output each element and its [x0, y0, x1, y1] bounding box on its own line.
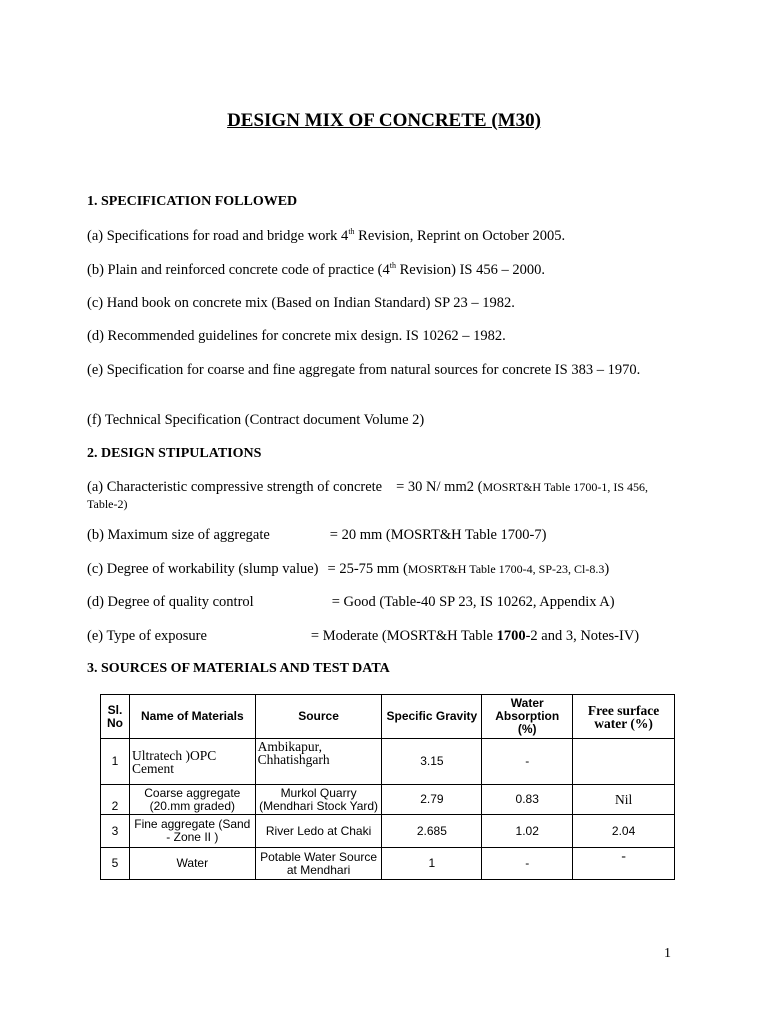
- cell-free-surface-water: 2.04: [573, 815, 675, 848]
- header-source: Source: [255, 695, 382, 739]
- spec-item-a-sup: th: [348, 227, 355, 237]
- page-number: 1: [664, 946, 671, 961]
- table-header-row: [101, 695, 675, 739]
- stipulation-c-label: (c) Degree of workability (slump value): [87, 561, 319, 577]
- cell-material-name: Ultratech )OPC Cement: [129, 739, 255, 785]
- stipulation-c-reference: MOSRT&H Table 1700-4, SP-23, Cl-8.3: [407, 562, 605, 576]
- cell-sl-no: 5: [101, 848, 130, 880]
- stipulation-c-close: ): [604, 561, 610, 577]
- cell-free-surface-water: -: [573, 848, 675, 880]
- stipulation-a-reference: MOSRT&H Table 1700-1, IS 456, Table-2): [87, 480, 648, 511]
- stipulation-b-label: (b) Maximum size of aggregate: [87, 527, 270, 543]
- section-2-heading: 2. DESIGN STIPULATIONS: [87, 446, 262, 461]
- header-sl-no: Sl. No: [101, 695, 130, 739]
- document-title: DESIGN MIX OF CONCRETE (M30): [227, 110, 541, 131]
- spec-item-e: (e) Specification for coarse and fine aggregate from natural sources for concrete IS 383 – 1970.: [87, 362, 641, 378]
- header-specific-gravity: Specific Gravity: [382, 695, 482, 739]
- header-name-of-materials: Name of Materials: [129, 695, 255, 739]
- stipulation-e: [87, 628, 687, 645]
- cell-source: River Ledo at Chaki: [255, 815, 382, 848]
- spec-item-c: (c) Hand book on concrete mix (Based on Indian Standard) SP 23 – 1982.: [87, 295, 515, 311]
- stipulation-e-label: (e) Type of exposure: [87, 628, 207, 644]
- stipulation-a-value: = 30 N/ mm2 (: [396, 479, 483, 495]
- cell-source: Murkol Quarry (Mendhari Stock Yard): [255, 785, 382, 815]
- cell-sl-no: 2: [101, 785, 130, 815]
- cell-source: Ambikapur, Chhatishgarh: [255, 739, 382, 785]
- stipulation-e-value-end: -2 and 3, Notes-IV): [525, 628, 640, 644]
- cell-material-name: Fine aggregate (Sand - Zone II ): [129, 815, 255, 848]
- stipulation-e-value: = Moderate (MOSRT&H Table: [310, 628, 497, 644]
- spec-item-b-sup: th: [389, 261, 396, 271]
- cell-water-absorption: -: [482, 848, 573, 880]
- table-row: [101, 785, 675, 815]
- cell-water-absorption: -: [482, 739, 573, 785]
- cell-specific-gravity: 1: [382, 848, 482, 880]
- cell-specific-gravity: 3.15: [382, 739, 482, 785]
- stipulation-d-label: (d) Degree of quality control: [87, 594, 254, 610]
- cell-sl-no: 1: [101, 739, 130, 785]
- stipulation-b: [87, 527, 687, 544]
- cell-free-surface-water: [573, 739, 675, 785]
- cell-specific-gravity: 2.79: [382, 785, 482, 815]
- stipulation-c-value: = 25-75 mm (: [327, 561, 408, 577]
- stipulation-c: [87, 561, 687, 578]
- stipulation-a-label: (a) Characteristic compressive strength of concrete: [87, 479, 383, 495]
- table-row: [101, 739, 675, 785]
- cell-free-surface-water: Nil: [573, 785, 675, 815]
- table-row: [101, 815, 675, 848]
- stipulation-d: [87, 594, 687, 611]
- header-water-absorption: Water Absorption (%): [482, 695, 573, 739]
- stipulation-a: [87, 479, 677, 513]
- spec-item-a-text-end: Revision, Reprint on October 2005.: [354, 228, 566, 244]
- header-free-surface-water: Free surface water (%): [573, 695, 675, 739]
- stipulation-e-value-bold: 1700: [496, 628, 526, 644]
- spec-item-d: (d) Recommended guidelines for concrete mix design. IS 10262 – 1982.: [87, 328, 506, 344]
- cell-specific-gravity: 2.685: [382, 815, 482, 848]
- spec-item-f: (f) Technical Specification (Contract document Volume 2): [87, 412, 425, 428]
- materials-table: [100, 694, 675, 880]
- cell-material-name: Coarse aggregate (20.mm graded): [129, 785, 255, 815]
- spec-item-b: [87, 262, 687, 279]
- cell-water-absorption: 0.83: [482, 785, 573, 815]
- table-row: [101, 848, 675, 880]
- spec-item-b-text: (b) Plain and reinforced concrete code of practice (4: [87, 262, 390, 278]
- cell-sl-no: 3: [101, 815, 130, 848]
- cell-water-absorption: 1.02: [482, 815, 573, 848]
- spec-item-a: [87, 228, 687, 245]
- stipulation-b-value: = 20 mm (MOSRT&H Table 1700-7): [329, 527, 547, 543]
- cell-source: Potable Water Source at Mendhari: [255, 848, 382, 880]
- spec-item-a-text: (a) Specifications for road and bridge work 4: [87, 228, 349, 244]
- section-3-heading: 3. SOURCES OF MATERIALS AND TEST DATA: [87, 661, 390, 676]
- stipulation-d-value: = Good (Table-40 SP 23, IS 10262, Appendix A): [331, 594, 615, 610]
- cell-material-name: Water: [129, 848, 255, 880]
- section-1-heading: 1. SPECIFICATION FOLLOWED: [87, 194, 298, 209]
- spec-item-b-text-end: Revision) IS 456 – 2000.: [395, 262, 545, 278]
